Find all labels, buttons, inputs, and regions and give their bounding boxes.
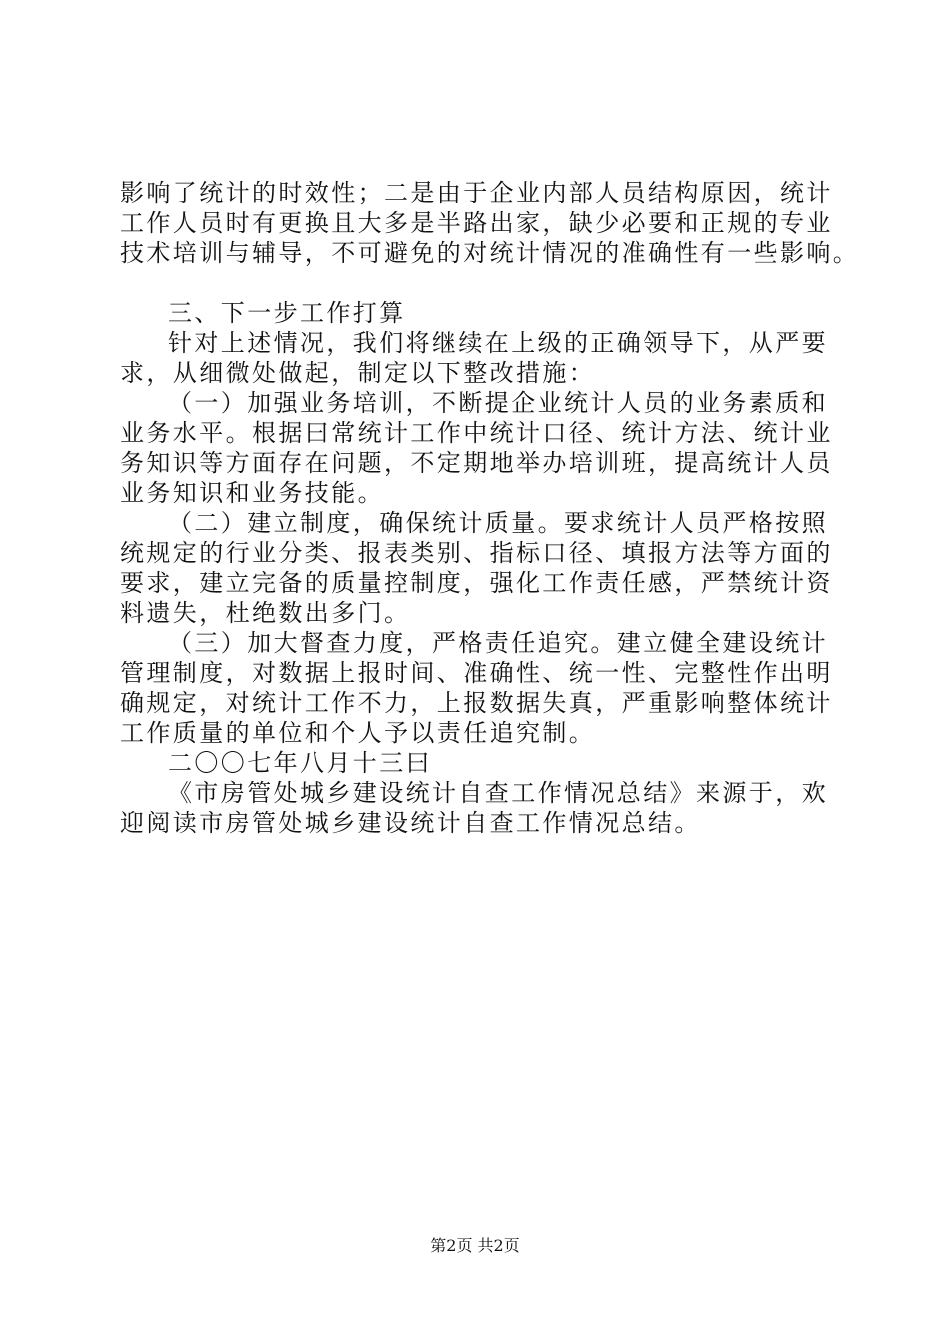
body-text-line: 确规定，对统计工作不力，上报数据失真，严重影响整体统计: [120, 689, 833, 717]
body-text-line: 针对上述情况，我们将继续在上级的正确领导下，从严要: [168, 329, 828, 357]
source-note-line: 《市房管处城乡建设统计自查工作情况总结》来源于，欢: [168, 779, 828, 807]
body-text-line: 技术培训与辅导，不可避免的对统计情况的准确性有一些影响。: [120, 239, 860, 267]
body-text-line: 料遗失，杜绝数出多门。: [120, 599, 411, 627]
body-text-line: 求，从细微处做起，制定以下整改措施：: [120, 359, 596, 387]
list-item-heading: （一）加强业务培训，不断提企业统计人员的业务素质和: [168, 389, 828, 417]
date-line: 二〇〇七年八月十三曰: [168, 749, 432, 777]
body-text-line: 要求，建立完备的质量控制度，强化工作责任感，严禁统计资: [120, 569, 833, 597]
body-text-line: 影响了统计的时效性；二是由于企业内部人员结构原因，统计: [120, 179, 833, 207]
page-footer: 第2页 共2页: [430, 1236, 520, 1255]
body-text-line: 业务知识和业务技能。: [120, 479, 384, 507]
body-text-line: 工作人员时有更换且大多是半路出家，缺少必要和正规的专业: [120, 209, 833, 237]
list-item-heading: （二）建立制度，确保统计质量。要求统计人员严格按照: [168, 509, 828, 537]
source-note-line: 迎阅读市房管处城乡建设统计自查工作情况总结。: [120, 809, 701, 837]
body-text-line: 工作质量的单位和个人予以责任追究制。: [120, 719, 596, 747]
section-heading: 三、下一步工作打算: [168, 299, 406, 327]
body-text-line: 务知识等方面存在问题，不定期地举办培训班，提高统计人员: [120, 449, 833, 477]
body-text-line: 业务水平。根据曰常统计工作中统计口径、统计方法、统计业: [120, 419, 833, 447]
list-item-heading: （三）加大督查力度，严格责任追究。建立健全建设统计: [168, 629, 828, 657]
body-text-line: 管理制度，对数据上报时间、准确性、统一性、完整性作出明: [120, 659, 833, 687]
body-text-line: 统规定的行业分类、报表类别、指标口径、填报方法等方面的: [120, 539, 833, 567]
